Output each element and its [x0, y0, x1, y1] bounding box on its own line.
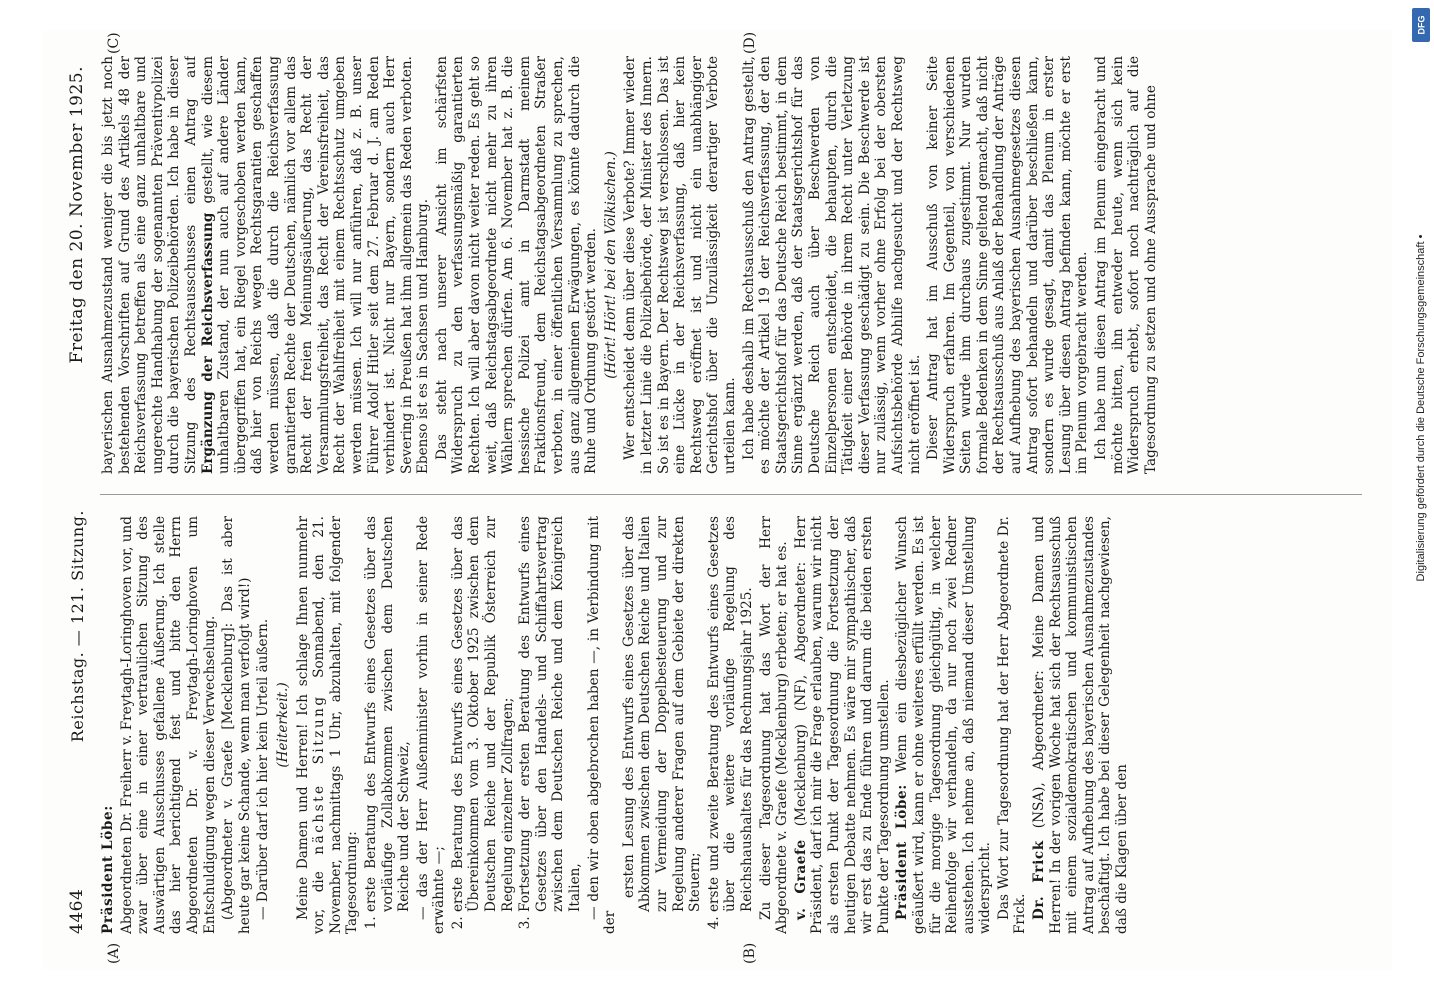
margin-marker-d: (D)	[742, 31, 758, 54]
agenda-list	[363, 516, 413, 934]
page-header	[62, 66, 92, 934]
margin-marker-b: (B)	[742, 942, 758, 964]
paragraph: ersten Lesung des Entwurfs eines Gesetzes über das Abkommen zwischen dem Deutschen Reiche und Italien zur Vermeidung der Doppelbesteuerung und zur Regelung anderer Fragen auf dem Gebiete der direkten Steuern;	[620, 516, 704, 912]
page-number: 4464	[67, 888, 87, 934]
agenda-item-4: 4. erste und zweite Beratung des Entwurfs eines Gesetzes über die weitere vorläufige Regelung des Reichshaushaltes für das Rechnungsjahr 1925.	[706, 516, 756, 912]
speaker-name: Dr. Frick	[1031, 840, 1048, 920]
paragraph: Ich habe nun diesen Antrag im Plenum eingebracht und möchte bitten, ihn entweder heute, wenn sich kein Widerspruch erhebt, sofort noch nachträglich auf die Tagesordnung zu setzen und ohne Aussprache und ohne	[1093, 56, 1159, 474]
header-session: Reichstag. — 121. Sitzung.	[67, 510, 87, 743]
paragraph: Meine Damen und Herren! Ich schlage Ihnen nunmehr vor, die nächste Sitzung Sonnabend, den 21. November, nachmittags 1 Uhr, abzuhalten, mit folgender Tagesordnung:	[294, 516, 361, 934]
dfg-funding-note	[1410, 8, 1432, 988]
left-column	[100, 516, 1362, 934]
paragraph: v. Graefe (Mecklenburg) (NF), Abgeordneter: Herr Präsident, darf ich mir die Frage erlauben, warum wir nicht als ersten Punkt der Tagesordnung die Fortsetzung der heutigen Debatte nehmen. Es wäre mir sympathischer, daß wir erst das zu Ende führen und darum die beiden ersten Punkte der Tagesordnung umstellen.	[792, 516, 892, 934]
speaker-name: Präsident Löbe:	[100, 805, 116, 934]
next-session-emphasis: nächste Sitzung	[311, 694, 328, 855]
paragraph	[100, 516, 117, 934]
speaker-name: v. Graefe	[792, 839, 809, 920]
agenda-item-3: 3. Fortsetzung der ersten Beratung des Entwurfs eines Gesetzes über den Handels- und Schiffahrtsvertrag zwischen dem Deutschen Reiche und dem Königreich Italien,	[517, 516, 583, 912]
paragraph: — den wir oben abgebrochen haben —, in Verbindung mit der	[585, 516, 619, 934]
speaker-name: Präsident Löbe:	[894, 784, 911, 920]
paragraph: Dieser Antrag hat im Ausschuß von keiner Seite Widerspruch erfahren. Im Gegenteil, von verschiedenen Seiten wurde ihm durchaus zugestimmt. Nur wurden formale Bedenken in dem Sinne geltend gemacht, daß nicht der Rechtsausschuß aus Anlaß der Behandlung der Anträge auf Aufhebung des bayerischen Ausnahmegesetzes diesen Antrag sofort behandeln und darüber beschließen kann, sondern es wurde gesagt, damit das Plenum in erster Lesung über diesen Antrag befinden kann, möchte er erst im Plenum vorgebracht werden.	[925, 56, 1091, 474]
paragraph: — das der Herr Außenminister vorhin in seiner Rede erwähnte —;	[414, 516, 448, 934]
interjection: (Abgeordneter v. Graefe [Mecklenburg]: Das ist aber heute gar keine Schande, wenn man verfolgt wird!)	[220, 516, 253, 934]
agenda-item-2: 2. erste Beratung des Entwurfs eines Gesetzes über das Übereinkommen vom 3. Oktober 1925 zwischen dem Deutschen Reiche und der Republik Österreich zur Regelung einzelner Zollfragen;	[450, 516, 516, 912]
paragraph: — Darüber darf ich hier kein Urteil äußern.	[255, 618, 272, 920]
paragraph: Ich habe deshalb im Rechtsausschuß den Antrag gestellt, es möchte der Artikel 19 der Reichsverfassung, der den Staatsgerichtshof für das Deutsche Reich bestimmt, in dem Sinne ergänzt werden, daß der Staatsgerichtshof für das Deutsche Reich auch über Beschwerden von Einzelpersonen entscheidet, die behaupten, durch die Tätigkeit einer Behörde in ihrem Recht unter Verletzung dieser Verfassung geschädigt zu sein. Die Beschwerde ist nur zulässig, wenn vorher ohne Erfolg bei der obersten Aufsichtsbehörde Abhilfe nachgesucht und der Rechtsweg nicht eröffnet ist.	[740, 56, 923, 474]
agenda-list	[450, 516, 584, 934]
paragraph: Wer entscheidet denn über diese Verbote? Immer wieder in letzter Linie die Polizeibehörde, der Minister des Innern. So ist es in Bayern. Der Rechtsweg ist verschlossen. Das ist eine Lücke in der Reichsverfassung, daß hier kein Rechtsweg eröffnet ist und nicht ein unabhängiger Gerichtshof über die Unzulässigkeit derartiger Verbote urteilen kann.	[622, 56, 738, 474]
rotated-page	[42, 30, 1392, 970]
agenda-item-1: 1. erste Beratung des Entwurfs eines Gesetzes über das vorläufige Zollabkommen zwischen dem Deutschen Reiche und der Schweiz,	[363, 516, 413, 912]
dfg-logo: DFG	[1412, 8, 1430, 42]
interjection: (Hört! Hört! bei den Völkischen.)	[602, 151, 619, 379]
paragraph: bayerischen Ausnahmezustand weniger die bis jetzt noch bestehenden Vorschriften auf Grund des Artikels 48 der Reichsverfassung betreffen als eine ganz unhaltbare und ungerechte Handhabung der sogenannten Präventivpolizei durch die bayerischen Polizeibehörden. Ich habe in dieser Sitzung des Rechtsausschusses einen Antrag auf Ergänzung der Reichsverfassung gestellt, wie diesem unhaltbaren Zustand, der nun auch auf andere Länder übergegriffen hat, ein Riegel vorgeschoben werden kann, daß hier von Reichs wegen Rechtsgarantien geschaffen werden müssen, daß die durch die Reichsverfassung garantierten Rechte der Deutschen, nämlich vor allem das Recht der freien Meinungsäußerung, das Recht der Versammlungsfreiheit, das Recht der Vereinsfreiheit, das Recht der Wahlfreiheit mit einem Rechtsschutz umgeben werden müssen. Ich will nur anführen, daß z. B. unser Führer Adolf Hitler seit dem 27. Februar d. J. am Reden verhindert ist. Nicht nur Bayern, sondern auch Herr Severing in Preußen hat ihm allgemein das Reden verboten. Ebenso ist es in Sachsen und Hamburg.	[100, 56, 432, 474]
interjection: (Heiterkeit.)	[274, 682, 291, 768]
margin-marker-c: (C)	[106, 32, 122, 54]
paragraph: Dr. Frick (NSA), Abgeordneter: Meine Damen und Herren! In der vorigen Woche hat sich der Rechtsausschuß mit einem sozialdemokratischen und kommunistischen Antrag auf Aufhebung des bayerischen Ausnahmezustandes beschäftigt. Ich habe bei dieser Gelegenheit nachgewiesen, daß die Klagen über den	[1031, 516, 1131, 934]
agenda-list	[706, 516, 756, 934]
paragraph: Abgeordneten Dr. Freiherr v. Freytagh-Loringhoven vor, und zwar über eine in einer vertraulichen Sitzung des Auswärtigen Ausschusses gefallene Äußerung. Ich stelle das hier berichtigend fest und bitte den Herrn Abgeordneten Dr. v. Freytagh-Loringhoven um Entschuldigung wegen dieser Verwechselung.	[118, 516, 218, 934]
column-divider	[100, 494, 1362, 495]
right-column	[100, 56, 1362, 474]
paragraph: Das Wort zur Tagesordnung hat der Herr Abgeordnete Dr. Frick.	[995, 516, 1029, 934]
paragraph: Zu dieser Tagesordnung hat das Wort der Herr Abgeordnete v. Graefe (Mecklenburg) erbeten; er hat es.	[757, 516, 791, 934]
header-date: Freitag den 20. November 1925.	[67, 66, 87, 364]
emphasis: Ergänzung der Reichsverfassung	[199, 212, 216, 474]
paragraph: Präsident Löbe: Wenn ein diesbezüglicher Wunsch geäußert wird, kann er ohne weiteres erfüllt werden. Es ist für die morgige Tagesordnung gleichgültig, in welcher Reihenfolge wir verhandeln, da nur noch zwei Redner ausstehen. Ich nehme an, daß niemand dieser Umstellung widerspricht.	[894, 516, 994, 934]
paragraph: Das steht nach unserer Ansicht im schärfsten Widerspruch zu den verfassungsmäßig garantierten Rechten. Ich will aber davon nicht weiter reden. Es geht so weit, daß Reichstagsabgeordnete nicht mehr zu ihren Wählern sprechen dürfen. Am 6. November hat z. B. die hessische Polizei amt in Darmstadt meinem Fraktionsfreund, dem Reichstagsabgeordneten Straßer verboten, in einer öffentlichen Versammlung zu sprechen, aus ganz allgemeinen Erwägungen, es könnte dadurch die Ruhe und Ordnung gestört werden.	[433, 56, 600, 474]
dfg-note-text: Digitalisierung gefördert durch die Deutsche Forschungsgemeinschaft •	[1415, 234, 1427, 582]
margin-marker-a: (A)	[106, 942, 122, 964]
